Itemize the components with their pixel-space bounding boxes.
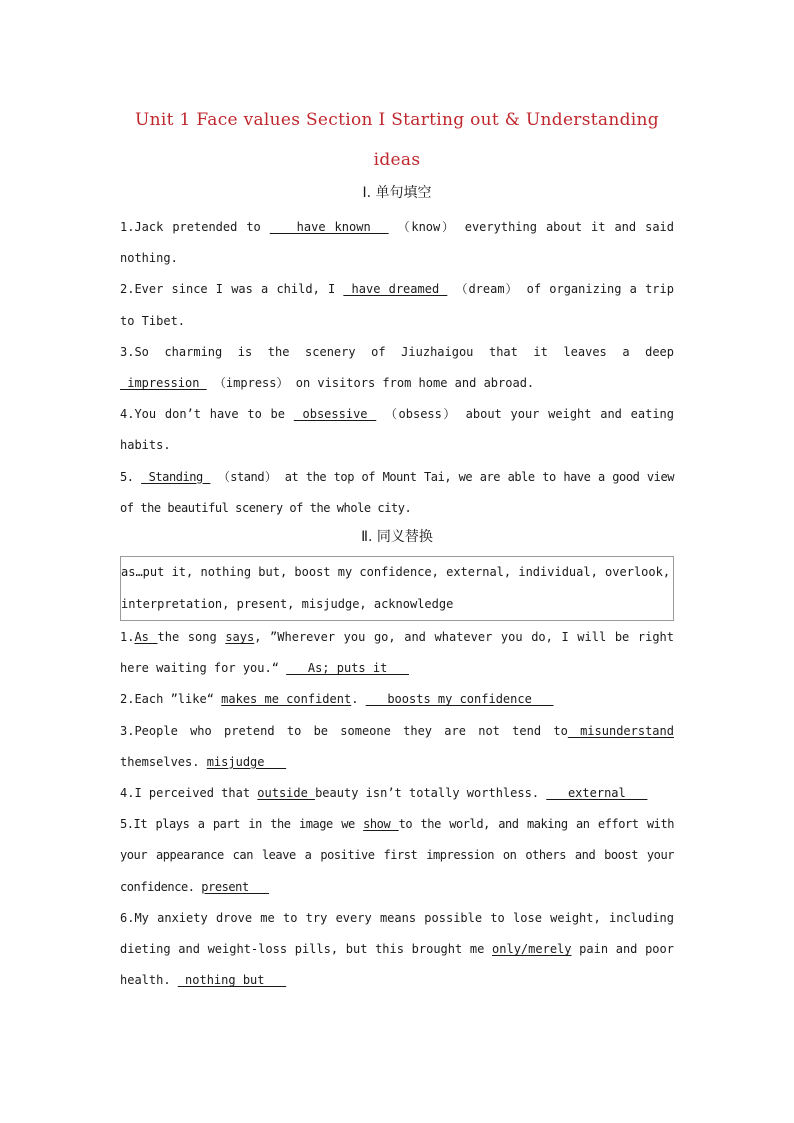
title-line-2: ideas — [373, 150, 421, 170]
question-item: 1.As the song says, ”Wherever you go, and whatever you do, I will be right here waiting for you.“ As; puts it — [120, 630, 674, 676]
underlined-phrase: show — [363, 817, 399, 832]
answer-blank: impression — [120, 376, 207, 391]
question-item: 6.My anxiety drove me to try every means possible to lose weight, including dieting and weight-loss pills, but this brought me only/merely pain and poor health. nothing but — [120, 910, 674, 988]
question-item: 4.You don’t have to be obsessive （obsess） about your weight and eating habits. — [120, 407, 674, 453]
question-item: 4.I perceived that outside beauty isn’t totally worthless. external — [120, 786, 648, 801]
section-1-heading: Ⅰ. 单句填空 — [362, 185, 432, 201]
underlined-phrase: makes me confident — [221, 692, 352, 707]
answer-blank: As; puts it — [286, 661, 409, 676]
worksheet-page — [120, 100, 674, 996]
question-item: 1.Jack pretended to have known （know） everything about it and said nothing. — [120, 220, 675, 266]
underlined-phrase: As — [134, 630, 158, 645]
question-item: 3.People who pretend to be someone they are not tend to misunderstand themselves. misjudge — [120, 723, 674, 769]
question-item: 3.So charming is the scenery of Jiuzhaigou that it leaves a deep impression （impress） on visitors from home and abroad. — [120, 344, 674, 391]
answer-blank: obsessive — [293, 407, 377, 422]
answer-blank: Standing — [141, 469, 211, 484]
answer-blank: have dreamed — [343, 282, 448, 297]
answer-blank: external — [546, 786, 648, 801]
answer-blank: nothing but — [177, 973, 287, 988]
underlined-phrase: misunderstand — [567, 723, 674, 738]
section-2-heading: Ⅱ. 同义替换 — [361, 529, 433, 546]
answer-blank: present — [201, 879, 270, 894]
question-item: 2.Ever since I was a child, I have dreamed （dream） of organizing a trip to Tibet. — [120, 282, 674, 328]
page-title — [120, 100, 674, 180]
underlined-phrase: only/merely — [492, 942, 572, 957]
underlined-phrase: says — [225, 630, 255, 645]
answer-blank: misjudge — [206, 754, 287, 769]
answer-blank: have known — [269, 220, 389, 234]
word-bank-box: as…put it, nothing but, boost my confidence, external, individual, overlook, interpretation, present, misjudge, acknowledge — [120, 556, 674, 621]
question-item: 5.It plays a part in the image we show to the world, and making an effort with your appearance can leave a positive first impression on others and boost your confidence. present — [120, 817, 675, 894]
question-item: 5. Standing （stand） at the top of Mount Tai, we are able to have a good view of the beautiful scenery of the whole city. — [120, 469, 675, 515]
underlined-phrase: outside — [257, 786, 316, 801]
question-item: 2.Each ”like“ makes me confident. boosts my confidence — [120, 692, 554, 707]
answer-blank: boosts my confidence — [365, 692, 554, 707]
title-line-1: Unit 1 Face values Section Ⅰ Starting out & Understanding — [135, 110, 659, 130]
